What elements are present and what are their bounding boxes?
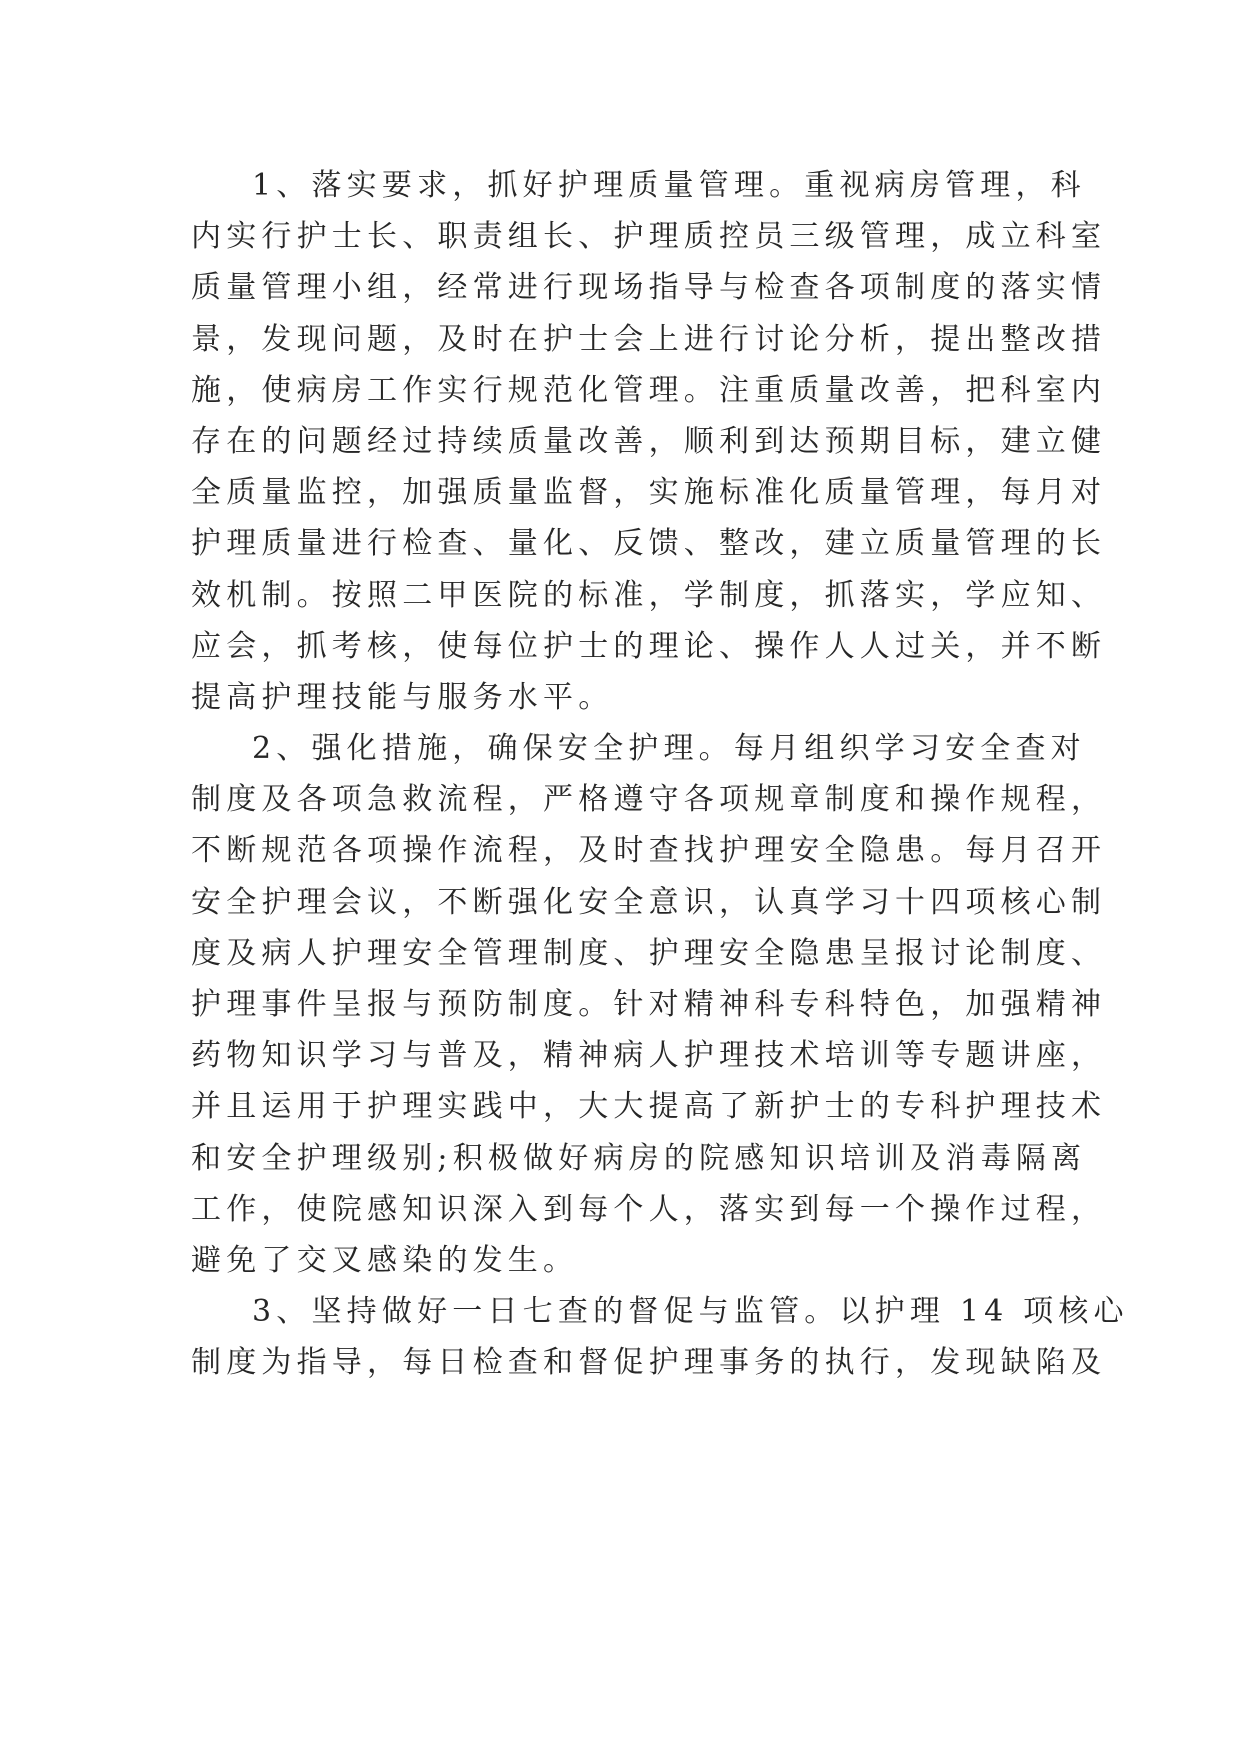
text-line: 不断规范各项操作流程，及时查找护理安全隐患。每月召开 (191, 833, 1107, 869)
text-line: 景，发现问题，及时在护士会上进行讨论分析，提出整改措 (191, 321, 1107, 357)
text-line: 工作，使院感知识深入到每个人，落实到每一个操作过程， (191, 1191, 1107, 1227)
text-line: 全质量监控，加强质量监督，实施标准化质量管理，每月对 (191, 475, 1107, 511)
paragraph-2 (191, 723, 1107, 1286)
text-line: 3、坚持做好一日七查的督促与监管。以护理 14 项核心 (252, 1294, 1129, 1330)
text-line: 安全护理会议，不断强化安全意识，认真学习十四项核心制 (191, 884, 1107, 920)
paragraph-1 (191, 160, 1107, 723)
text-line: 提高护理技能与服务水平。 (191, 679, 614, 715)
text-line: 并且运用于护理实践中，大大提高了新护士的专科护理技术 (191, 1089, 1107, 1125)
text-line: 内实行护士长、职责组长、护理质控员三级管理，成立科室 (191, 219, 1107, 255)
text-line: 和安全护理级别;积极做好病房的院感知识培训及消毒隔离 (191, 1140, 1087, 1176)
text-line: 护理质量进行检查、量化、反馈、整改，建立质量管理的长 (191, 526, 1107, 562)
text-line: 2、强化措施，确保安全护理。每月组织学习安全查对 (252, 731, 1086, 767)
text-line: 存在的问题经过持续质量改善，顺利到达预期目标，建立健 (191, 423, 1107, 459)
text-line: 避免了交叉感染的发生。 (191, 1242, 579, 1278)
text-line: 制度及各项急救流程，严格遵守各项规章制度和操作规程， (191, 782, 1107, 818)
text-line: 制度为指导，每日检查和督促护理事务的执行，发现缺陷及 (191, 1345, 1107, 1381)
text-line: 效机制。按照二甲医院的标准，学制度，抓落实，学应知、 (191, 577, 1107, 613)
paragraph-3 (191, 1286, 1129, 1388)
document-body (191, 160, 1129, 1389)
text-line: 1、落实要求，抓好护理质量管理。重视病房管理，科 (252, 168, 1086, 203)
text-line: 质量管理小组，经常进行现场指导与检查各项制度的落实情 (191, 270, 1107, 306)
text-line: 应会，抓考核，使每位护士的理论、操作人人过关，并不断 (191, 628, 1107, 664)
text-line: 药物知识学习与普及，精神病人护理技术培训等专题讲座， (191, 1038, 1107, 1074)
text-line: 度及病人护理安全管理制度、护理安全隐患呈报讨论制度、 (191, 935, 1107, 971)
text-line: 护理事件呈报与预防制度。针对精神科专科特色，加强精神 (191, 987, 1107, 1022)
text-line: 施，使病房工作实行规范化管理。注重质量改善，把科室内 (191, 372, 1107, 408)
